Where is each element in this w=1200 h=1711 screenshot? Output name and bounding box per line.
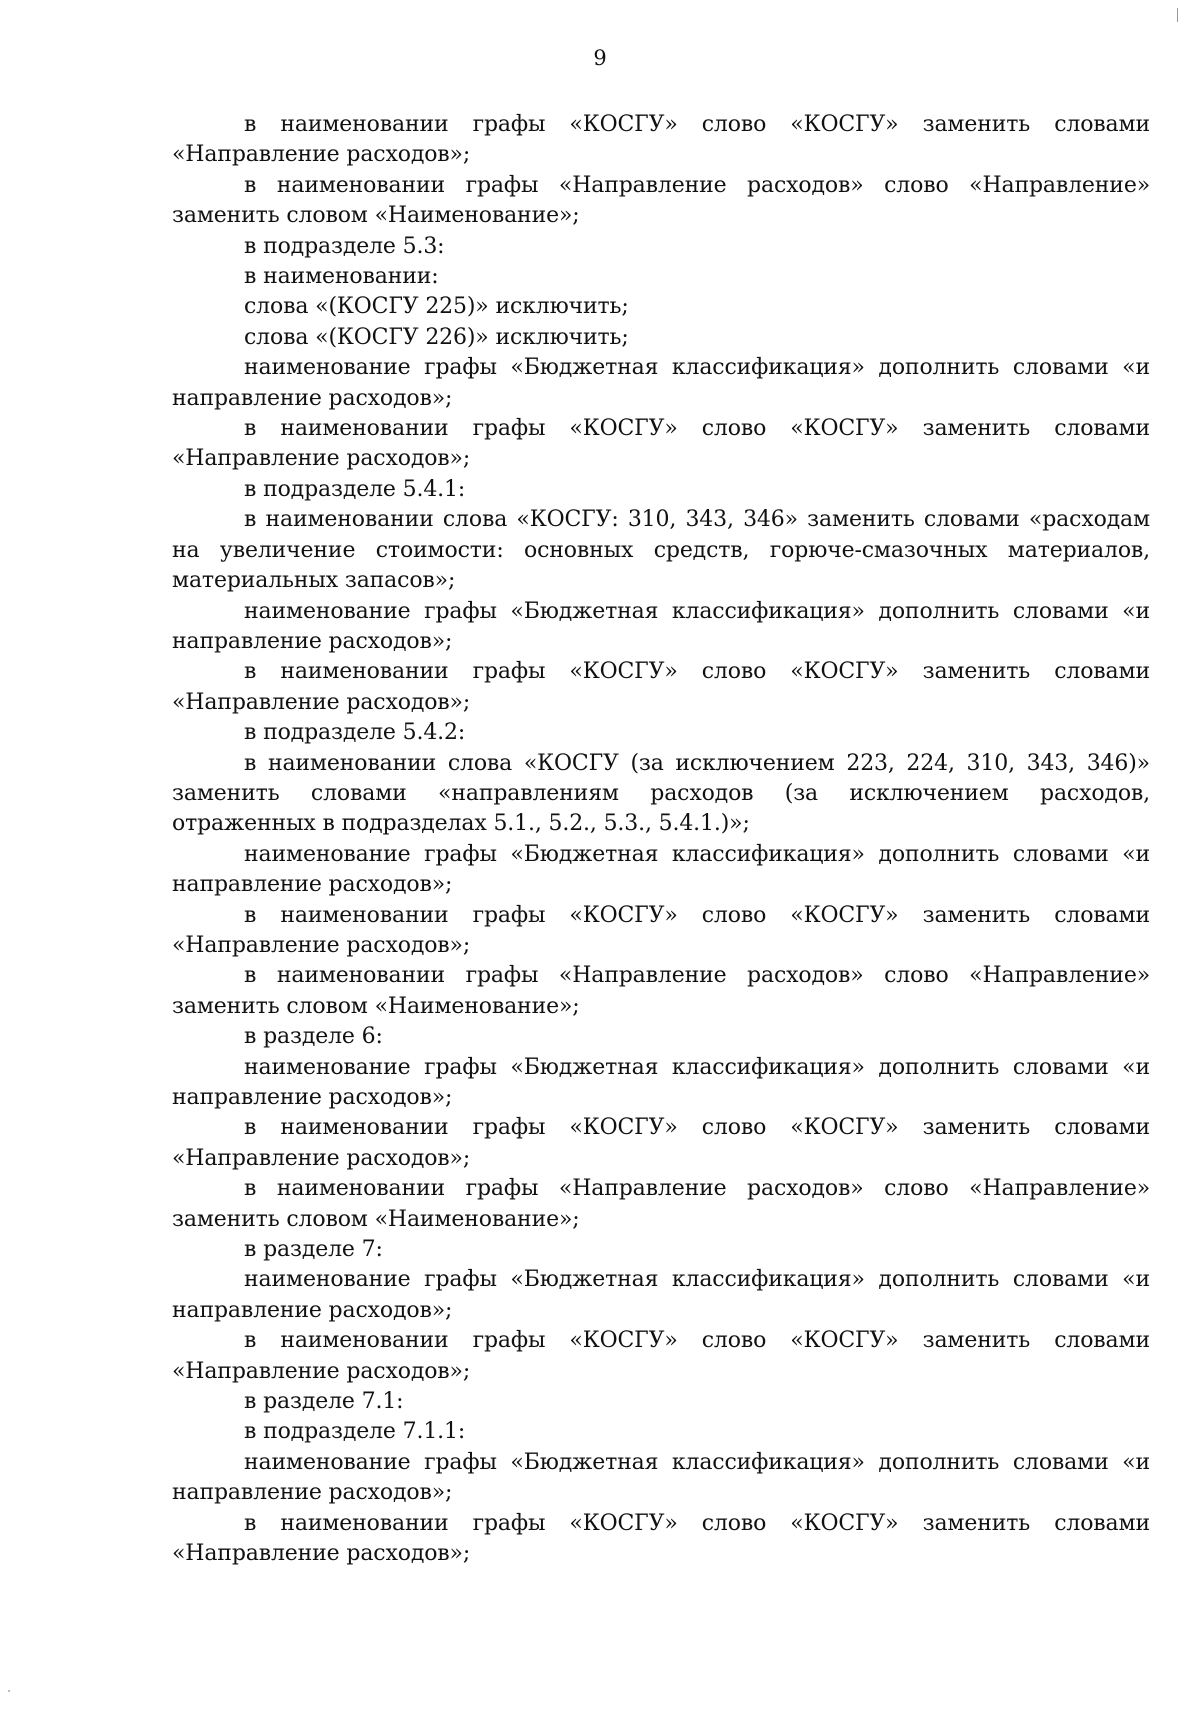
paragraph: в подразделе 7.1.1: xyxy=(244,1419,466,1445)
paragraph: слова «(КОСГУ 225)» исключить; xyxy=(244,294,629,320)
paragraph: в разделе 6: xyxy=(244,1024,383,1050)
paragraph: наименование графы «Бюджетная классификация» дополнить словами «и направление расходов»; xyxy=(172,841,1150,898)
paragraph: наименование графы «Бюджетная классификация» дополнить словами «и направление расходов»; xyxy=(172,1054,1150,1110)
paragraph: в наименовании графы «Направление расходов» слово «Направление» заменить словом «Наименование»; xyxy=(172,172,1150,229)
paragraph: в наименовании: xyxy=(244,264,439,290)
paragraph: наименование графы «Бюджетная классификация» дополнить словами «и направление расходов»; xyxy=(172,1267,1150,1323)
paragraph: в наименовании графы «КОСГУ» слово «КОСГУ» заменить словами «Направление расходов»; xyxy=(172,1510,1150,1567)
paragraph: в наименовании графы «Направление расходов» слово «Направление» заменить словом «Наименование»; xyxy=(172,963,1150,1019)
paragraph: в наименовании графы «КОСГУ» слово «КОСГУ» заменить словами «Направление расходов»; xyxy=(172,112,1150,168)
paragraph: наименование графы «Бюджетная классификация» дополнить словами «и направление расходов»; xyxy=(172,598,1150,654)
paragraph: слова «(КОСГУ 226)» исключить; xyxy=(244,324,629,350)
scan-artifact-dot xyxy=(8,1690,10,1692)
document-body xyxy=(172,110,1150,1570)
page-number: 9 xyxy=(593,46,607,70)
paragraph: в наименовании графы «КОСГУ» слово «КОСГУ» заменить словами «Направление расходов»; xyxy=(172,1115,1150,1171)
paragraph: в наименовании графы «КОСГУ» слово «КОСГУ» заменить словами «Направление расходов»; xyxy=(172,1328,1150,1384)
paragraph: в подразделе 5.4.2: xyxy=(244,720,466,746)
paragraph: наименование графы «Бюджетная классификация» дополнить словами «и направление расходов»; xyxy=(172,1449,1150,1506)
paragraph: в разделе 7.1: xyxy=(244,1389,404,1415)
paragraph: в наименовании графы «Направление расходов» слово «Направление» заменить словом «Наименование»; xyxy=(172,1176,1150,1232)
paragraph: наименование графы «Бюджетная классификация» дополнить словами «и направление расходов»; xyxy=(172,355,1150,411)
paragraph: в подразделе 5.4.1: xyxy=(244,476,466,502)
paragraph: в наименовании графы «КОСГУ» слово «КОСГУ» заменить словами «Направление расходов»; xyxy=(172,416,1150,472)
paragraph: в подразделе 5.3: xyxy=(244,233,445,259)
paragraph: в наименовании слова «КОСГУ: 310, 343, 346» заменить словами «расходам на увеличение стоимости: основных средств, горюче-смазочных материалов, материальных запасов»; xyxy=(172,507,1150,594)
paragraph: в наименовании графы «КОСГУ» слово «КОСГУ» заменить словами «Направление расходов»; xyxy=(172,902,1150,958)
paragraph: в наименовании графы «КОСГУ» слово «КОСГУ» заменить словами «Направление расходов»; xyxy=(172,659,1150,715)
scan-artifact-mark xyxy=(1177,8,1178,22)
paragraph: в разделе 7: xyxy=(244,1237,383,1263)
paragraph: в наименовании слова «КОСГУ (за исключением 223, 224, 310, 343, 346)» заменить словами «направлениям расходов (за исключением расходов, отраженных в подразделах 5.1., 5.2., 5.3., 5.4.1.)»; xyxy=(172,750,1150,837)
